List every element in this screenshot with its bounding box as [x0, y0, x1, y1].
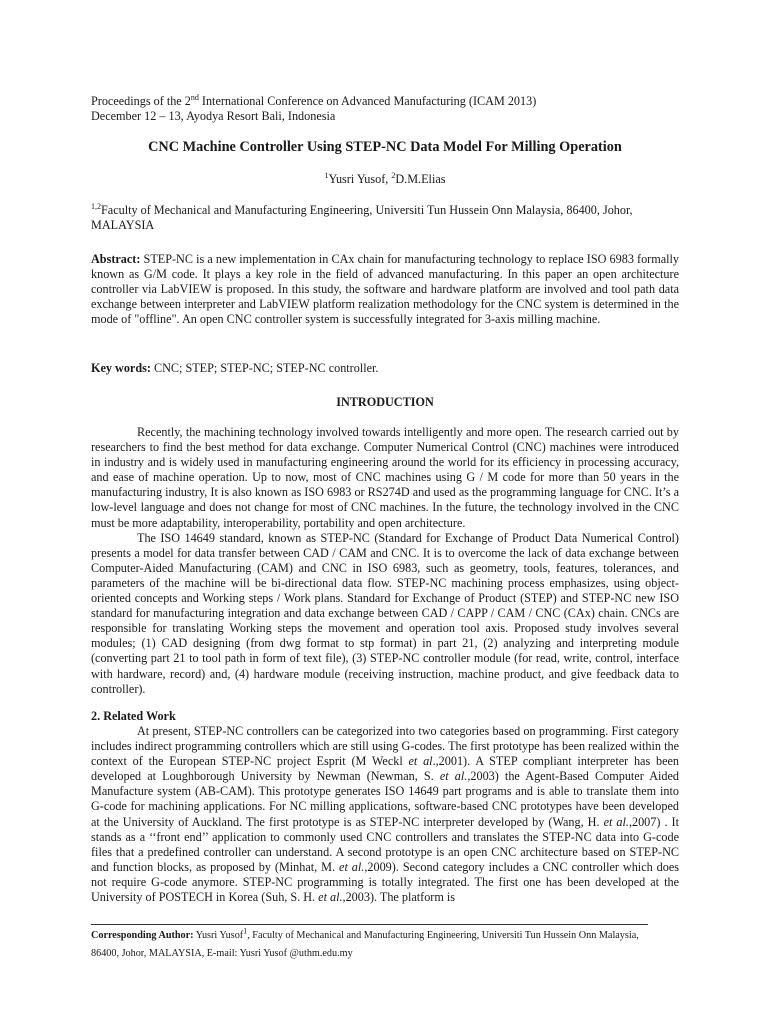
related-text-6: ,2003). The platform is [342, 890, 456, 905]
citation-et-al: et al [408, 754, 433, 769]
intro-paragraph-2: The ISO 14649 standard, known as STEP-NC (Standard for Exchange of Product Data Numerical Control) presents a model for data transfer between CAD / CAM and CNC. It is to overcome the lack of data exchange between Computer-Aided Manufacturing (CAM) and CNC in ISO 6983, such as geometry, tools, features, tolerances, and parameters of the machine will be bi-directional data flow. STEP-NC machining process emphasizes, using object-oriented concepts and Working steps / Work plans. Standard for Exchange of Product (STEP) and STEP-NC new ISO standard for manufacturing integration and data exchange between CAD / CAPP / CAM / CNC (CAx) chain. CNCs are responsible for translating Working steps the movement and operation tool axis. Proposed study involves several modules; (1) CAD designing (from dwg format to stp format) in part 21, (2) analyzing and interpreting module (converting part 21 to tool path in form of text file), (3) STEP-NC controller module (for read, write, control, interface with hardware, record) and, (4) hardware module (receiving instruction, machine product, and give feedback data to controller). [91, 530, 679, 696]
proceedings-prefix: Proceedings of the 2 [91, 94, 191, 108]
citation-et-al: et al. [318, 890, 343, 905]
affiliation-superscript: 1,2 [91, 201, 101, 211]
footnote-affiliation: , Faculty of Mechanical and Manufacturing Engineering, Universiti Tun Hussein Onn Malaysia, [247, 930, 639, 941]
intro-paragraph-1: Recently, the machining technology involved towards intelligently and more open. The research carried out by researchers to find the best method for data exchange. Computer Numerical Control (CNC) machines were introduced in industry and is widely used in manufacturing engineering around the world for its efficiency in processing accuracy, and ease of machine operation. Up to now, most of CNC machines using G / M code for more than 50 years in the manufacturing industry, It is also known as ISO 6983 or RS274D and used as the programming language for CNC. It’s a low-level language and does not change for most of CNC machines. In the future, the technology involved in the CNC must be more adaptability, interoperability, portability and open architecture. [91, 425, 679, 530]
introduction-section [91, 425, 679, 697]
affiliation-text: Faculty of Mechanical and Manufacturing Engineering, Universiti Tun Hussein Onn Malaysia, 86400, Johor, [101, 203, 633, 217]
introduction-heading: INTRODUCTION [336, 395, 434, 409]
footnote-line-1 [91, 926, 691, 942]
footnote-line-2: 86400, Johor, MALAYSIA, E-mail: Yusri Yusof @uthm.edu.my [91, 948, 353, 959]
related-text-3: ,2003) the Agent-Based Computer Aided Manufacture system (AB-CAM). This prototype generates ISO 14649 part programs and is able to translate them into G-code for machining applications. For NC milling applications, software-based CNC prototypes have been developed at the University of Auckland. The first prototype is as STEP-NC interpreter developed by (Wang, H. [91, 769, 679, 829]
author-1-superscript: 1 [324, 170, 329, 180]
citation-et-al: et al. [603, 814, 629, 829]
author-line [91, 172, 679, 187]
affiliation-line-2: MALAYSIA [91, 218, 155, 233]
footnote-author-name: Yusri Yusof [193, 930, 244, 941]
citation-et-al: et al. [439, 769, 468, 784]
proceedings-suffix: International Conference on Advanced Manufacturing (ICAM 2013) [198, 94, 537, 108]
citation-et-al: et al. [339, 859, 365, 874]
related-work-paragraph [91, 724, 679, 905]
related-text-2: .,2001). A STEP compliant interpreter has been developed at Loughborough University by Newman (Newman, S. [91, 754, 679, 784]
affiliation [91, 203, 691, 233]
author-2-superscript: 2 [391, 170, 396, 180]
keywords-text: CNC; STEP; STEP-NC; STEP-NC controller. [150, 361, 379, 375]
paper-title: CNC Machine Controller Using STEP-NC Data Model For Milling Operation [148, 139, 622, 155]
affiliation-line-1 [91, 203, 691, 218]
footnote-rule [91, 924, 648, 925]
abstract-label: Abstract: [91, 252, 141, 266]
corresponding-author-footnote [91, 926, 691, 960]
proceedings-line [91, 94, 691, 109]
ordinal-superscript: nd [190, 92, 199, 102]
proceedings-header [91, 94, 691, 124]
keywords-label: Key words: [91, 361, 151, 375]
abstract-text: STEP-NC is a new implementation in CAx chain for manufacturing technology to replace ISO 6983 formally known as G/M code. It plays a key role in the field of advanced manufacturing. In this paper an open architecture controller via LabVIEW is proposed. In this study, the software and hardware platform are involved and tool path data exchange between interpreter and LabVIEW platform realization methodology for the CNC system is determined in the mode of "offline". An open CNC controller system is successfully integrated for 3-axis milling machine. [91, 252, 679, 327]
related-work-heading: 2. Related Work [91, 709, 176, 723]
keywords [91, 361, 679, 376]
conference-dates: December 12 – 13, Ayodya Resort Bali, Indonesia [91, 109, 336, 124]
footnote-label: Corresponding Author: [91, 930, 194, 941]
related-work-section [91, 724, 679, 905]
related-text-1: At present, STEP-NC controllers can be categorized into two categories based on programming. First category includes indirect programming controllers which are still using G-codes. The first prototype has been realized within the context of the European STEP-NC project Esprit (M Weckl [91, 724, 679, 769]
author-1-name: Yusri Yusof, [328, 172, 392, 186]
abstract [91, 252, 679, 327]
footnote-superscript: 1 [243, 926, 248, 936]
related-text-4: ,2007) . It stands as a ‘‘front end’’ application to commonly used CNC controllers and translates the STEP-NC data into G-code files that a predefined controller can understand. A second prototype is an open CNC architecture based on STEP-NC and function blocks, as proposed by (Minhat, M. [91, 814, 679, 874]
related-text-5: ,2009). Second category includes a CNC controller which does not require G-code anymore. STEP-NC programming is totally integrated. The first one has been developed at the University of POSTECH in Korea (Suh, S. H. [91, 859, 679, 905]
author-2-name: D.M.Elias [395, 172, 446, 186]
